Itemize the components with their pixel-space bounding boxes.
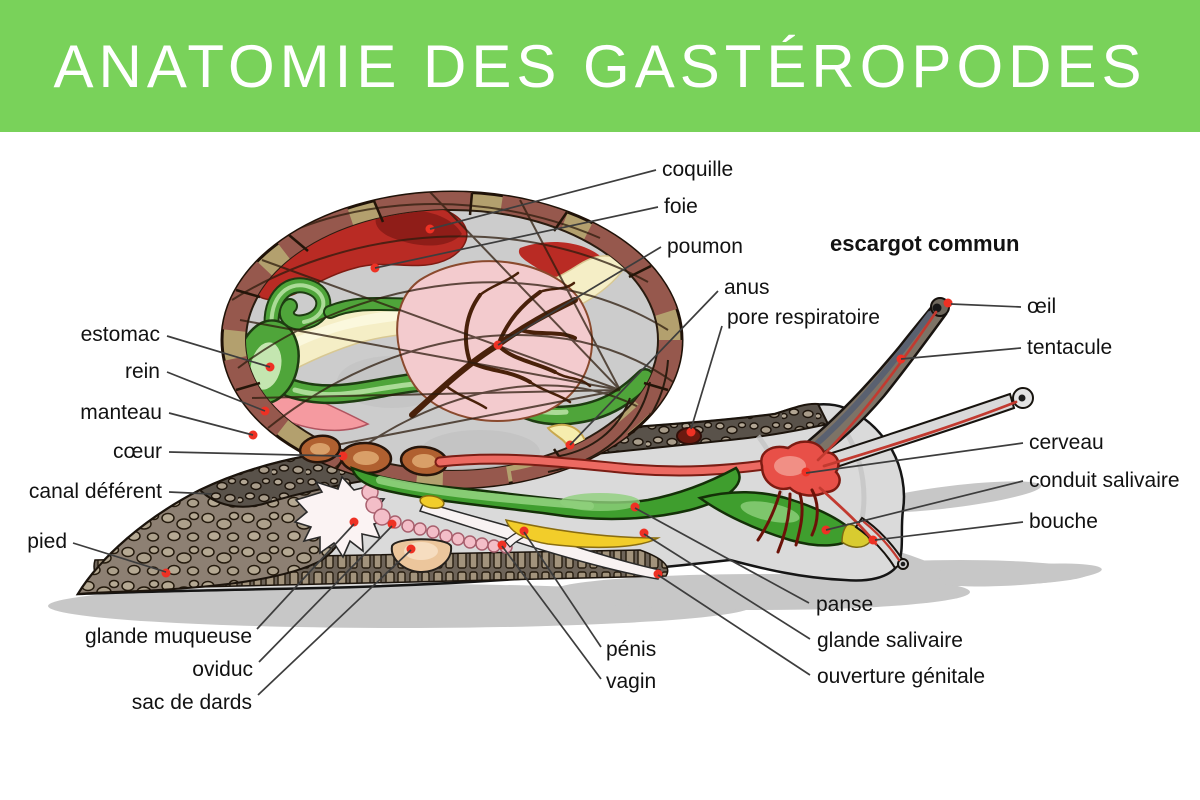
- page-title: ANATOMIE DES GASTÉROPODES: [53, 32, 1147, 100]
- label-oviduc: oviduc: [192, 658, 253, 681]
- label-manteau: manteau: [80, 401, 162, 424]
- label-estomac: estomac: [80, 323, 160, 346]
- label-foie: foie: [664, 195, 698, 218]
- snail-anatomy-figure: [0, 132, 1200, 800]
- label-rein: rein: [124, 360, 160, 383]
- label-glande-salivaire: glande salivaire: [817, 629, 963, 652]
- label-vagin: vagin: [606, 670, 657, 693]
- label-coeur: cœur: [113, 440, 162, 463]
- label-tentacule: tentacule: [1027, 336, 1113, 359]
- label-sac-de-dards: sac de dards: [131, 691, 252, 714]
- eye-pupil: [933, 304, 942, 313]
- label-panse: panse: [816, 593, 874, 616]
- label-penis: pénis: [606, 638, 657, 661]
- shell: [222, 192, 682, 492]
- figure-caption: escargot commun: [830, 231, 1020, 256]
- label-pied: pied: [27, 530, 67, 553]
- label-glande-muqueuse: glande muqueuse: [85, 625, 252, 648]
- label-bouche: bouche: [1029, 510, 1098, 533]
- label-ouverture-genitale: ouverture génitale: [817, 665, 986, 688]
- label-oeil: œil: [1027, 295, 1057, 318]
- label-poumon: poumon: [667, 235, 743, 258]
- label-pore-respiratoire: pore respiratoire: [727, 306, 880, 329]
- label-anus: anus: [724, 276, 770, 299]
- label-conduit-salivaire: conduit salivaire: [1029, 469, 1180, 492]
- header-banner: [0, 0, 1200, 132]
- label-cerveau: cerveau: [1029, 431, 1104, 454]
- label-coquille: coquille: [662, 158, 734, 181]
- label-canal-deferent: canal déférent: [28, 480, 162, 503]
